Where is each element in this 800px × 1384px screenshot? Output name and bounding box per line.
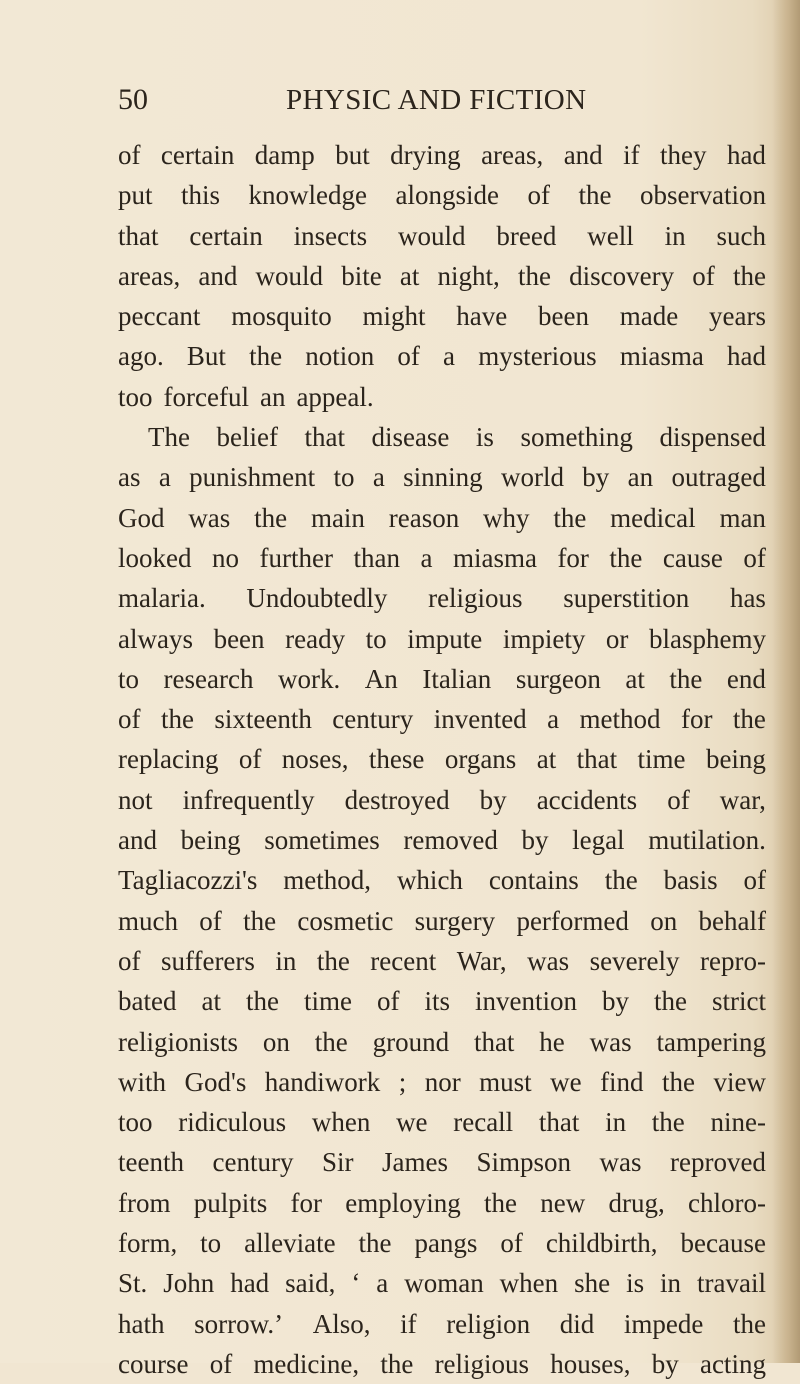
text-line: course of medicine, the religious houses, by acting	[118, 1348, 766, 1379]
text-line: much of the cosmetic surgery performed on behalf	[118, 905, 766, 936]
text-line: to research work. An Italian surgeon at the end	[118, 663, 766, 694]
text-line: looked no further than a miasma for the cause of	[118, 542, 766, 573]
text-line: religionists on the ground that he was tampering	[118, 1026, 766, 1057]
text-line: God was the main reason why the medical man	[118, 502, 766, 533]
text-line: of certain damp but drying areas, and if they had	[118, 140, 766, 170]
text-line: too forceful an appeal.	[118, 381, 374, 412]
text-line: bated at the time of its invention by the strict	[118, 986, 766, 1017]
text-line: and being sometimes removed by legal mutilation.	[118, 825, 766, 856]
page-edge-shadow	[772, 0, 800, 1363]
text-line: The belief that disease is something dispensed	[148, 422, 766, 453]
text-line: always been ready to impute impiety or blasphemy	[118, 623, 766, 654]
text-line: malaria. Undoubtedly religious superstition has	[118, 583, 766, 614]
text-line: form, to alleviate the pangs of childbirth, because	[118, 1228, 766, 1259]
body-text	[118, 135, 766, 1384]
text-line: of the sixteenth century invented a method for the	[118, 704, 766, 735]
text-line: peccant mosquito might have been made years	[118, 301, 766, 332]
page-number: 50	[118, 83, 148, 116]
text-line: replacing of noses, these organs at that time being	[118, 744, 766, 775]
text-line: hath sorrow.’ Also, if religion did impede the	[118, 1308, 766, 1339]
text-line: of sufferers in the recent War, was severely repro-	[118, 945, 766, 976]
text-line: areas, and would bite at night, the discovery of the	[118, 260, 766, 291]
text-line: teenth century Sir James Simpson was reproved	[118, 1147, 766, 1178]
text-line: that certain insects would breed well in such	[118, 220, 766, 251]
text-line: put this knowledge alongside of the observation	[118, 180, 766, 211]
text-line: as a punishment to a sinning world by an outraged	[118, 462, 766, 493]
text-line: too ridiculous when we recall that in the nine-	[118, 1107, 766, 1138]
text-line: Tagliacozzi's method, which contains the basis of	[118, 865, 766, 896]
text-line: ago. But the notion of a mysterious miasma had	[118, 341, 766, 372]
text-line: with God's handiwork ; nor must we find the view	[118, 1066, 766, 1097]
text-line: St. John had said, ‘ a woman when she is in travail	[118, 1268, 766, 1299]
running-head: PHYSIC AND FICTION	[286, 84, 587, 116]
text-line: from pulpits for employing the new drug, chloro-	[118, 1187, 766, 1218]
text-line: not infrequently destroyed by accidents of war,	[118, 784, 766, 815]
